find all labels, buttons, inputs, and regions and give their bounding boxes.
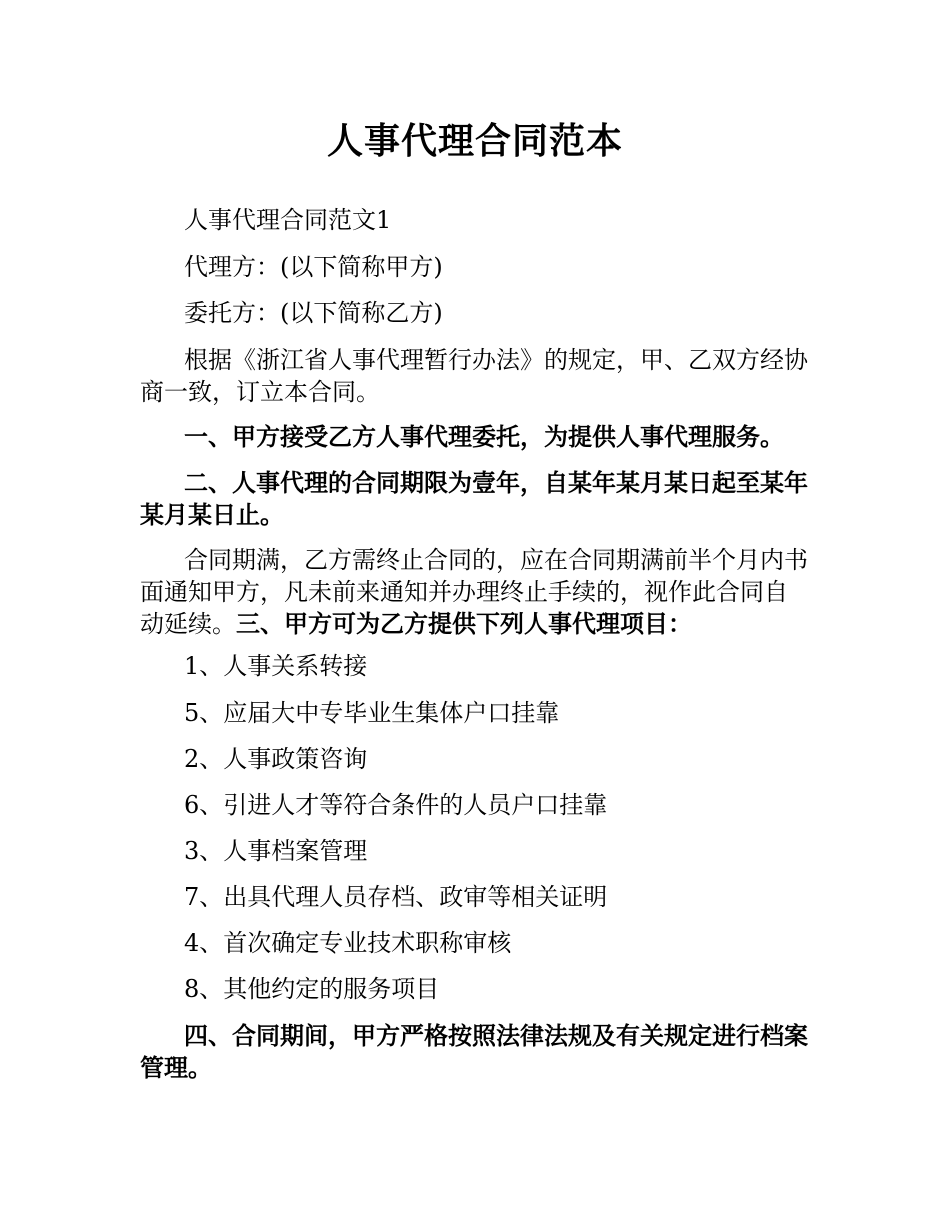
contract-expiry-text: 合同期满，乙方需终止合同的，应在合同期满前半个月内书面通知甲方，凡未前来通知并办理终止手续的，视作此合同自动延续。 [140,546,808,638]
list-item-4: 4、首次确定专业技术职称审核 [184,929,512,957]
list-item-5: 5、应届大中专毕业生集体户口挂靠 [184,699,560,727]
paragraph-client-party: 委托方：(以下简称乙方) [184,299,443,327]
list-item-6: 6、引进人才等符合条件的人员户口挂靠 [184,791,608,819]
list-item-2: 2、人事政策咨询 [184,745,368,773]
list-item-1: 1、人事关系转接 [184,652,368,680]
paragraph-subtitle: 人事代理合同范文1 [184,206,392,234]
paragraph-contract-expiry [140,544,810,640]
clause-two: 二、人事代理的合同期限为壹年，自某年某月某日起至某年某月某日止。 [140,469,808,529]
paragraph-legal-basis: 根据《浙江省人事代理暂行办法》的规定，甲、乙双方经协商一致，订立本合同。 [140,346,808,406]
paragraph-agent-party: 代理方：(以下简称甲方) [184,253,443,281]
document-title: 人事代理合同范本 [326,121,623,162]
clause-one: 一、甲方接受乙方人事代理委托，为提供人事代理服务。 [184,423,784,451]
list-item-3: 3、人事档案管理 [184,837,368,865]
list-item-8: 8、其他约定的服务项目 [184,975,440,1003]
list-item-7: 7、出具代理人员存档、政审等相关证明 [184,883,608,911]
clause-three-heading: 三、甲方可为乙方提供下列人事代理项目： [236,610,692,638]
clause-four: 四、合同期间，甲方严格按照法律法规及有关规定进行档案管理。 [140,1022,808,1082]
